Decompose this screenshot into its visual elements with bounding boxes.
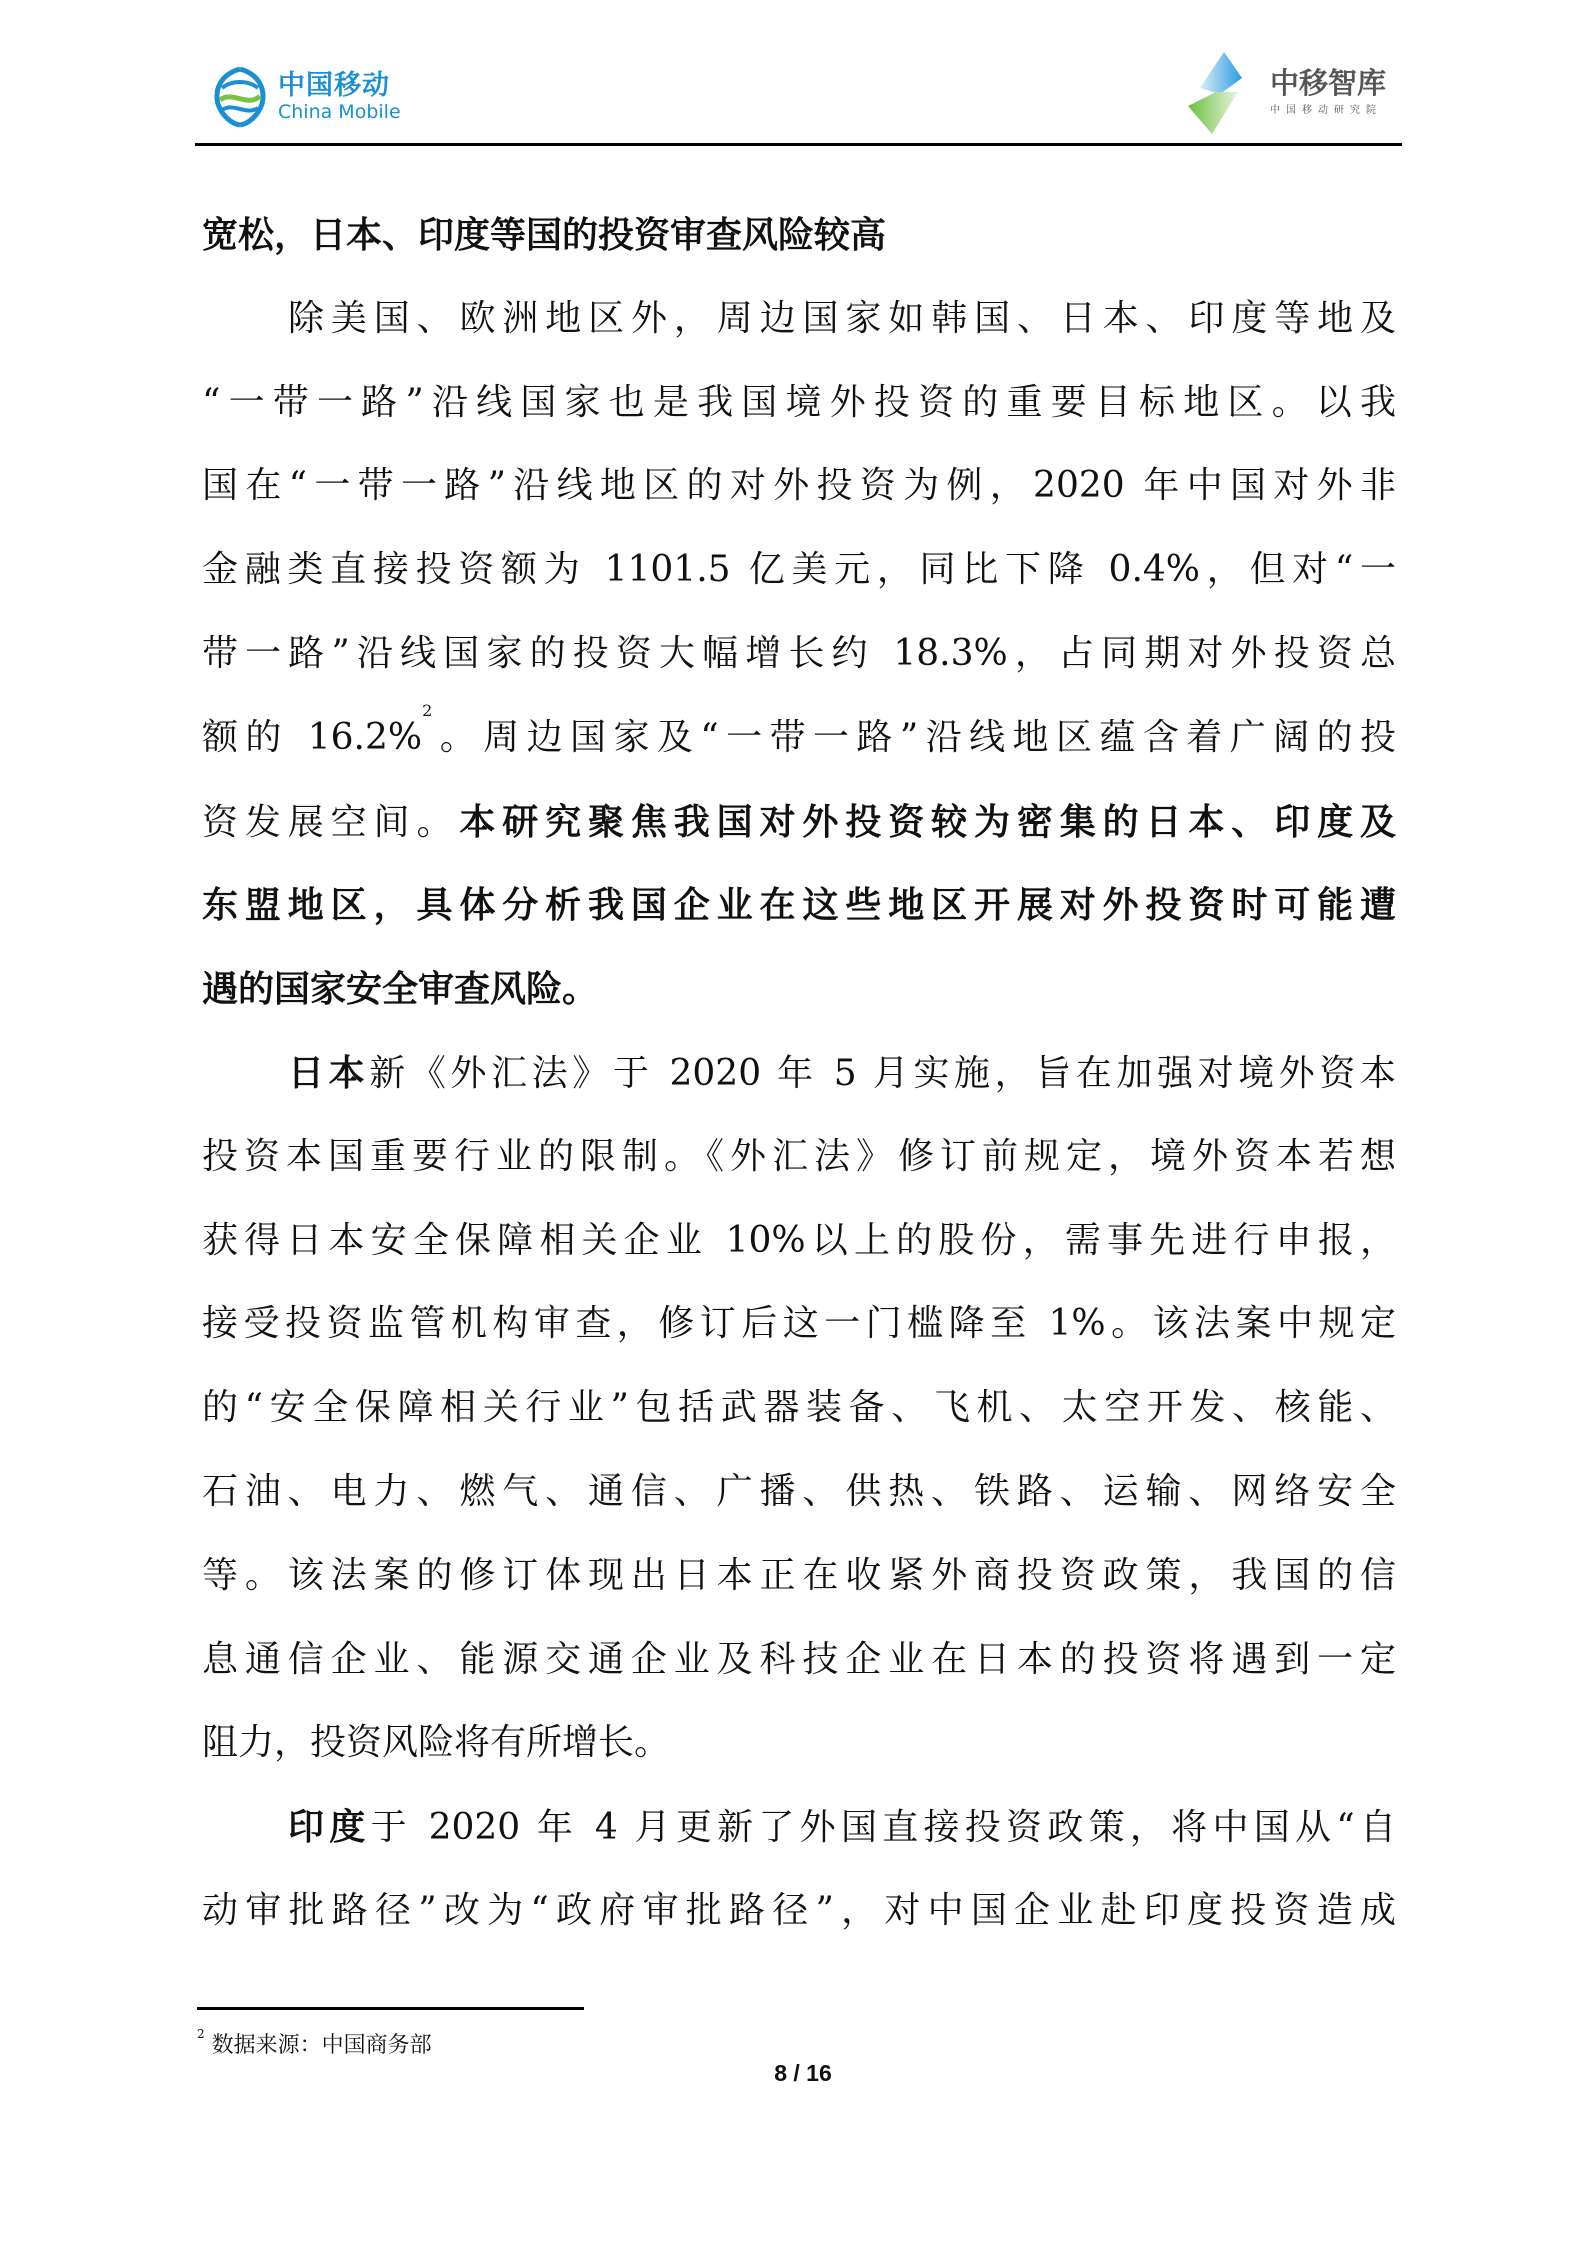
text-segment: 石油、电力、燃气、通信、广播、供热、铁路、运输、网络安全 (202, 1470, 1396, 1512)
text-segment: 阻力，投资风险将有所增长。 (202, 1722, 671, 1764)
text-line (202, 1373, 1396, 1457)
text-segment: 资发展空间。 (202, 801, 460, 843)
text-line (202, 619, 1396, 703)
text-segment: 息通信企业、能源交通企业及科技企业在日本的投资将遇到一定 (202, 1638, 1396, 1680)
text-line (202, 787, 1396, 871)
text-segment: 投资本国重要行业的限制。《外汇法》修订前规定，境外资本若想 (202, 1135, 1396, 1177)
text-segment: 。周边国家及“一带一路”沿线地区蕴含着广阔的投 (432, 716, 1397, 758)
text-segment: 金融类直接投资额为 1101.5 亿美元，同比下降 0.4%，但对“一 (202, 549, 1396, 591)
text-segment: 接受投资监管机构审查，修订后这一门槛降至 1%。该法案中规定 (202, 1303, 1396, 1345)
china-mobile-logo-cn: 中国移动 (278, 70, 390, 101)
text-segment: 于 2020 年 4 月更新了外国直接投资政策，将中国从“自 (370, 1807, 1396, 1849)
text-line (202, 535, 1396, 619)
text-segment: 等。该法案的修订体现出日本正在收紧外商投资政策，我国的信 (202, 1554, 1396, 1596)
zhongyi-zhiku-logo-cn: 中移智库 (1270, 65, 1387, 100)
text-segment: 动审批路径”改为“政府审批路径”，对中国企业赴印度投资造成 (202, 1889, 1396, 1931)
bold-text: 遇的国家安全审查风险。 (202, 968, 599, 1011)
footnote-divider (197, 2007, 584, 2010)
text-line (202, 1541, 1396, 1625)
text-line (202, 870, 1396, 954)
footnote-reference: 2 (422, 700, 433, 720)
text-line (202, 954, 1396, 1038)
text-line (202, 284, 1396, 368)
text-segment: 带一路”沿线国家的投资大幅增长约 18.3%，占同期对外投资总 (202, 632, 1396, 674)
bold-text: 印度 (288, 1806, 371, 1849)
footnote-text: 数据来源：中国商务部 (211, 2033, 432, 2058)
text-segment: 国在“一带一路”沿线地区的对外投资为例，2020 年中国对外非 (202, 465, 1396, 507)
header-divider (195, 143, 1402, 146)
text-line (202, 200, 1396, 284)
footnote (197, 2028, 432, 2059)
page-number: 8 / 16 (774, 2060, 832, 2086)
text-line (202, 368, 1396, 452)
text-line (202, 1708, 1396, 1792)
text-segment: 获得日本安全保障相关企业 10%以上的股份，需事先进行申报， (202, 1219, 1396, 1261)
text-line (202, 1625, 1396, 1709)
text-line (202, 451, 1396, 535)
zhongyi-zhiku-logo (1180, 48, 1386, 136)
text-segment: 额的 16.2% (202, 716, 423, 758)
text-line (202, 1206, 1396, 1290)
bold-text: 东盟地区，具体分析我国企业在这些地区开展对外投资时可能遭 (202, 884, 1396, 927)
bold-text: 宽松，日本、印度等国的投资审查风险较高 (202, 214, 887, 256)
bold-text: 本研究聚焦我国对外投资较为密集的日本、印度及 (459, 800, 1396, 843)
footnote-mark: 2 (197, 2027, 205, 2041)
text-segment: 新《外汇法》于 2020 年 5 月实施，旨在加强对境外资本 (369, 1052, 1396, 1094)
zhongyi-zhiku-logo-icon (1180, 48, 1260, 136)
china-mobile-logo-en: China Mobile (278, 101, 401, 123)
bold-text: 日本 (288, 1051, 370, 1094)
text-line (202, 1038, 1396, 1122)
text-line (202, 1289, 1396, 1373)
text-line (202, 700, 1397, 787)
text-segment: “一带一路”沿线国家也是我国境外投资的重要目标地区。以我 (202, 381, 1396, 423)
document-body (202, 200, 1396, 1960)
china-mobile-logo (210, 62, 401, 132)
text-line (202, 1122, 1396, 1206)
zhongyi-zhiku-logo-sub: 中国移动研究院 (1270, 104, 1382, 116)
text-segment: 的“安全保障相关行业”包括武器装备、飞机、太空开发、核能、 (202, 1387, 1396, 1429)
text-line (202, 1876, 1396, 1960)
text-line (202, 1457, 1396, 1541)
china-mobile-logo-icon (210, 66, 270, 128)
text-segment: 除美国、欧洲地区外，周边国家如韩国、日本、印度等地及 (288, 297, 1396, 339)
text-line (202, 1792, 1396, 1876)
